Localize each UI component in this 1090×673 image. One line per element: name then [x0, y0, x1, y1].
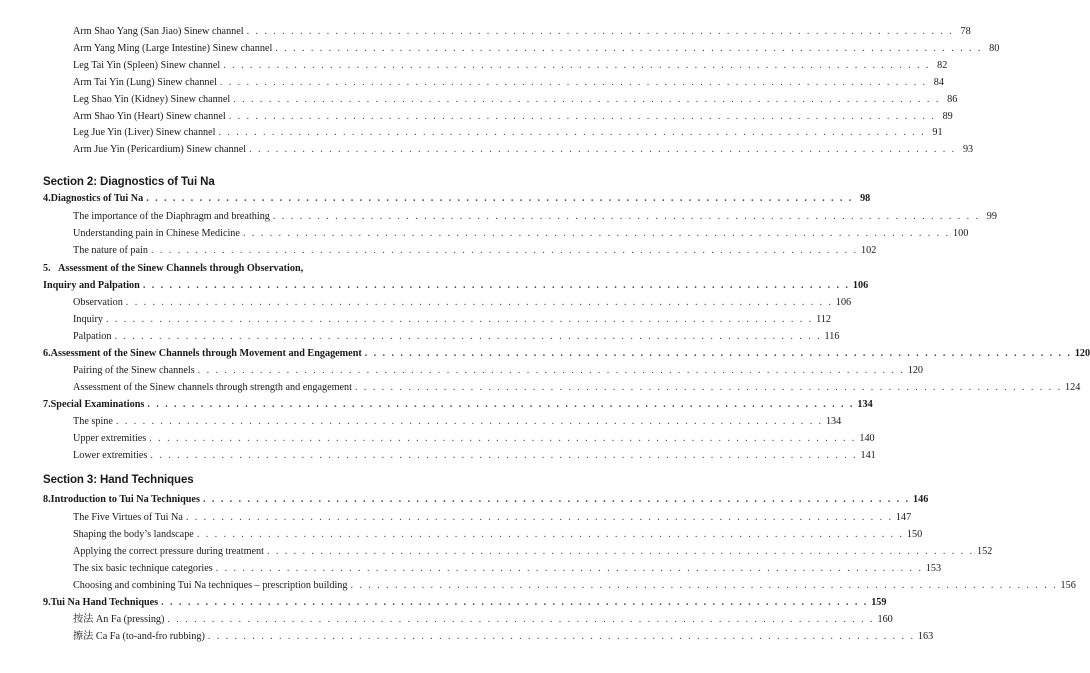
dot-leader: . . . . . . . . . . . . . . . . . . . . . . . . . . . . . . . . . . . . . . . . . . . . . . . . . . . . . . . . . . . . . . . . . . . . . . . . . . . . . . . .	[125, 297, 833, 308]
dot-leader: . . . . . . . . . . . . . . . . . . . . . . . . . . . . . . . . . . . . . . . . . . . . . . . . . . . . . . . . . . . . . . . . . . . . . . . . . . . . . . . .	[150, 245, 859, 256]
page-number: 140	[859, 433, 875, 444]
page-number: 120	[907, 365, 924, 376]
entry-title: Arm Yang Ming (Large Intestine) Sinew channel	[73, 43, 273, 54]
page-number: 82	[937, 60, 948, 71]
page-number: 134	[857, 399, 873, 410]
toc-chapter-entry[interactable]	[43, 263, 431, 275]
dot-leader: . . . . . . . . . . . . . . . . . . . . . . . . . . . . . . . . . . . . . . . . . . . . . . . . . . . . . . . . . . . . . . . . . . . . . . . . . . . . . . . .	[196, 529, 904, 540]
dot-leader: . . . . . . . . . . . . . . . . . . . . . . . . . . . . . . . . . . . . . . . . . . . . . . . . . . . . . . . . . . . . . . . . . . . . . . . . . . . . . . . .	[150, 450, 858, 461]
page-number: 86	[947, 94, 958, 105]
chapter-number: 5.	[43, 263, 51, 274]
entry-title: Arm Shao Yang (San Jiao) Sinew channel	[73, 26, 244, 37]
chapter-number: 8.	[43, 494, 51, 505]
toc-entry[interactable]	[73, 365, 924, 377]
entry-title: Leg Jue Yin (Liver) Sinew channel	[73, 127, 216, 138]
entry-title: Inquiry and Palpation	[43, 280, 140, 291]
toc-entry[interactable]	[73, 416, 842, 428]
dot-leader: . . . . . . . . . . . . . . . . . . . . . . . . . . . . . . . . . . . . . . . . . . . . . . . . . . . . . . . . . . . . . . . . . . . . . . . . . . . . . . . .	[228, 111, 936, 122]
entry-title: Leg Tai Yin (Spleen) Sinew channel	[73, 60, 221, 71]
dot-leader: . . . . . . . . . . . . . . . . . . . . . . . . . . . . . . . . . . . . . . . . . . . . . . . . . . . . . . . . . . . . . . . . . . . . . . . . . . . . . . . .	[350, 580, 1058, 591]
dot-leader: . . . . . . . . . . . . . . . . . . . . . . . . . . . . . . . . . . . . . . . . . . . . . . . . . . . . . . . . . . . . . . . . . . . . . . . . . . . . . . . .	[161, 597, 869, 608]
toc-entry[interactable]	[73, 228, 969, 240]
page-number: 112	[816, 314, 831, 325]
page-number: 134	[825, 416, 842, 427]
page-number: 141	[860, 450, 876, 461]
toc-entry[interactable]	[73, 563, 942, 575]
toc-entry[interactable]	[73, 314, 831, 326]
toc-entry[interactable]	[73, 580, 1076, 592]
toc-chapter-entry[interactable]	[43, 399, 873, 411]
dot-leader: . . . . . . . . . . . . . . . . . . . . . . . . . . . . . . . . . . . . . . . . . . . . . . . . . . . . . . . . . . . . . . . . . . . . . . . . . . . . . . . .	[197, 365, 905, 376]
entry-title: The Five Virtues of Tui Na	[73, 512, 183, 523]
toc-entry[interactable]	[73, 77, 944, 89]
page-number: 100	[953, 228, 969, 239]
toc-entry[interactable]	[73, 43, 1000, 55]
toc-entry[interactable]	[73, 382, 1081, 394]
entry-title: The nature of pain	[73, 245, 148, 256]
dot-leader: . . . . . . . . . . . . . . . . . . . . . . . . . . . . . . . . . . . . . . . . . . . . . . . . . . . . . . . . . . . . . . . . . . . . . . . . . . . . . . . .	[202, 494, 910, 505]
toc-entry[interactable]	[73, 297, 852, 309]
toc-entry[interactable]	[73, 512, 912, 524]
toc-entry[interactable]	[73, 94, 958, 106]
toc-entry[interactable]	[73, 450, 876, 462]
toc-entry[interactable]	[73, 111, 953, 123]
entry-title: Arm Tai Yin (Lung) Sinew channel	[73, 77, 217, 88]
page-number: 147	[895, 512, 912, 523]
dot-leader: . . . . . . . . . . . . . . . . . . . . . . . . . . . . . . . . . . . . . . . . . . . . . . . . . . . . . . . . . . . . . . . . . . . . . . . . . . . . . . . .	[219, 77, 927, 88]
dot-leader: . . . . . . . . . . . . . . . . . . . . . . . . . . . . . . . . . . . . . . . . . . . . . . . . . . . . . . . . . . . . . . . . . . . . . . . . . . . . . . . .	[167, 614, 875, 625]
page-number: 146	[913, 494, 929, 505]
page-number: 124	[1065, 382, 1081, 393]
dot-leader: . . . . . . . . . . . . . . . . . . . . . . . . . . . . . . . . . . . . . . . . . . . . . . . . . . . . . . . . . . . . . . . . . . . . . . . . . . . . . . . .	[146, 193, 854, 204]
dot-leader: . . . . . . . . . . . . . . . . . . . . . . . . . . . . . . . . . . . . . . . . . . . . . . . . . . . . . . . . . . . . . . . . . . . . . . . . . . . . . . . .	[207, 631, 915, 642]
toc-entry[interactable]	[73, 631, 934, 643]
page-number: 159	[871, 597, 887, 608]
toc-chapter-entry[interactable]	[43, 348, 1090, 360]
chapter-number: 6.	[43, 348, 51, 359]
entry-title: Leg Shao Yin (Kidney) Sinew channel	[73, 94, 231, 105]
toc-entry[interactable]	[73, 433, 875, 445]
page-number: 93	[962, 144, 974, 155]
toc-entry[interactable]	[73, 331, 840, 343]
entry-title: 按法 An Fa (pressing)	[73, 614, 165, 625]
dot-leader: . . . . . . . . . . . . . . . . . . . . . . . . . . . . . . . . . . . . . . . . . . . . . . . . . . . . . . . . . . . . . . . . . . . . . . . . . . . . . . . .	[246, 26, 954, 37]
dot-leader: . . . . . . . . . . . . . . . . . . . . . . . . . . . . . . . . . . . . . . . . . . . . . . . . . . . . . . . . . . . . . . . . . . . . . . . . . . . . . . . .	[242, 228, 950, 239]
dot-leader: . . . . . . . . . . . . . . . . . . . . . . . . . . . . . . . . . . . . . . . . . . . . . . . . . . . . . . . . . . . . . . . . . . . . . . . . . . . . . . . .	[115, 416, 823, 427]
dot-leader: . . . . . . . . . . . . . . . . . . . . . . . . . . . . . . . . . . . . . . . . . . . . . . . . . . . . . . . . . . . . . . . . . . . . . . . . . . . . . . . .	[218, 127, 926, 138]
entry-title: Diagnostics of Tui Na	[50, 193, 144, 204]
toc-entry[interactable]	[73, 144, 974, 156]
toc-entry[interactable]	[73, 26, 971, 38]
dot-leader: . . . . . . . . . . . . . . . . . . . . . . . . . . . . . . . . . . . . . . . . . . . . . . . . . . . . . . . . . . . . . . . . . . . . . . . . . . . . . . . .	[249, 144, 957, 155]
dot-leader: . . . . . . . . . . . . . . . . . . . . . . . . . . . . . . . . . . . . . . . . . . . . . . . . . . . . . . . . . . . . . . . . . . . . . . . . . . . . . . . .	[106, 314, 814, 325]
entry-title: 擦法 Ca Fa (to-and-fro rubbing)	[73, 631, 205, 642]
entry-title: Understanding pain in Chinese Medicine	[73, 228, 240, 239]
toc-chapter-entry[interactable]	[43, 597, 887, 609]
toc-chapter-entry[interactable]	[43, 280, 869, 292]
dot-leader: . . . . . . . . . . . . . . . . . . . . . . . . . . . . . . . . . . . . . . . . . . . . . . . . . . . . . . . . . . . . . . . . . . . . . . . . . . . . . . . .	[354, 382, 1063, 393]
entry-title: Tui Na Hand Techniques	[50, 597, 159, 608]
entry-title: Shaping the body’s landscape	[73, 529, 194, 540]
entry-title: Applying the correct pressure during treatment	[73, 546, 264, 557]
toc-entry[interactable]	[73, 60, 948, 72]
page-number: 78	[960, 26, 971, 37]
page-number: 99	[986, 211, 997, 222]
entry-title: Introduction to Tui Na Techniques	[50, 494, 200, 505]
toc-entry[interactable]	[73, 245, 877, 257]
entry-title: The spine	[73, 416, 113, 427]
entry-title: Assessment of the Sinew Channels through Movement and Engagement	[50, 348, 362, 359]
chapter-number: 9.	[43, 597, 51, 608]
entry-title: The importance of the Diaphragm and breathing	[73, 211, 270, 222]
entry-title: Choosing and combining Tui Na techniques – prescription building	[73, 580, 348, 591]
toc-entry[interactable]	[73, 546, 993, 558]
section-heading: Section 3: Hand Techniques	[43, 474, 194, 486]
dot-leader: . . . . . . . . . . . . . . . . . . . . . . . . . . . . . . . . . . . . . . . . . . . . . . . . . . . . . . . . . . . . . . . . . . . . . . . . . . . . . . . .	[223, 60, 931, 71]
entry-title: Inquiry	[73, 314, 103, 325]
dot-leader: . . . . . . . . . . . . . . . . . . . . . . . . . . . . . . . . . . . . . . . . . . . . . . . . . . . . . . . . . . . . . . . . . . . . . . . . . . . . . . . .	[272, 211, 980, 222]
dot-leader: . . . . . . . . . . . . . . . . . . . . . . . . . . . . . . . . . . . . . . . . . . . . . . . . . . . . . . . . . . . . . . . . . . . . . . . . . . . . . . . .	[149, 433, 857, 444]
page-number: 84	[933, 77, 944, 88]
entry-title: Special Examinations	[50, 399, 145, 410]
dot-leader: . . . . . . . . . . . . . . . . . . . . . . . . . . . . . . . . . . . . . . . . . . . . . . . . . . . . . . . . . . . . . . . . . . . . . . . . . . . . . . . .	[233, 94, 941, 105]
page-number: 89	[942, 111, 953, 122]
entry-title: Upper extremities	[73, 433, 147, 444]
entry-title: Assessment of the Sinew channels through strength and engagement	[73, 382, 352, 393]
dot-leader: . . . . . . . . . . . . . . . . . . . . . . . . . . . . . . . . . . . . . . . . . . . . . . . . . . . . . . . . . . . . . . . . . . . . . . . . . . . . . . . .	[114, 331, 822, 342]
page-number: 91	[932, 127, 943, 138]
entry-title: Arm Shao Yin (Heart) Sinew channel	[73, 111, 226, 122]
toc-entry[interactable]	[73, 614, 893, 626]
page-number: 102	[861, 245, 877, 256]
dot-leader: . . . . . . . . . . . . . . . . . . . . . . . . . . . . . . . . . . . . . . . . . . . . . . . . . . . . . . . . . . . . . . . . . . . . . . . . . . . . . . . .	[364, 348, 1072, 359]
page-number: 156	[1060, 580, 1076, 591]
dot-leader: . . . . . . . . . . . . . . . . . . . . . . . . . . . . . . . . . . . . . . . . . . . . . . . . . . . . . . . . . . . . . . . . . . . . . . . . . . . . . . . .	[185, 512, 893, 523]
chapter-number: 4.	[43, 193, 51, 204]
entry-title: Palpation	[73, 331, 112, 342]
page-number: 80	[989, 43, 1000, 54]
dot-leader: . . . . . . . . . . . . . . . . . . . . . . . . . . . . . . . . . . . . . . . . . . . . . . . . . . . . . . . . . . . . . . . . . . . . . . . . . . . . . . . .	[266, 546, 975, 557]
toc-entry[interactable]	[73, 127, 943, 139]
page-number: 160	[877, 614, 893, 625]
dot-leader: . . . . . . . . . . . . . . . . . . . . . . . . . . . . . . . . . . . . . . . . . . . . . . . . . . . . . . . . . . . . . . . . . . . . . . . . . . . . . . . .	[215, 563, 923, 574]
toc-chapter-entry[interactable]	[43, 494, 929, 506]
dot-leader: . . . . . . . . . . . . . . . . . . . . . . . . . . . . . . . . . . . . . . . . . . . . . . . . . . . . . . . . . . . . . . . . . . . . . . . . . . . . . . . .	[147, 399, 855, 410]
page-number: 163	[917, 631, 934, 642]
page-number: 152	[977, 546, 993, 557]
chapter-number: 7.	[43, 399, 51, 410]
page-number: 116	[824, 331, 840, 342]
toc-chapter-entry[interactable]	[43, 193, 871, 205]
toc-entry[interactable]	[73, 529, 923, 541]
page-number: 153	[925, 563, 942, 574]
page-number: 150	[906, 529, 923, 540]
page-number: 106	[852, 280, 869, 291]
page-number: 120	[1074, 348, 1090, 359]
entry-title: Lower extremities	[73, 450, 148, 461]
toc-entry[interactable]	[73, 211, 997, 223]
dot-leader: . . . . . . . . . . . . . . . . . . . . . . . . . . . . . . . . . . . . . . . . . . . . . . . . . . . . . . . . . . . . . . . . . . . . . . . . . . . . . . . .	[275, 43, 983, 54]
dot-leader: . . . . . . . . . . . . . . . . . . . . . . . . . . . . . . . . . . . . . . . . . . . . . . . . . . . . . . . . . . . . . . . . . . . . . . . . . . . . . . . .	[142, 280, 850, 291]
page-number: 98	[860, 193, 871, 204]
entry-title: Arm Jue Yin (Pericardium) Sinew channel	[73, 144, 247, 155]
entry-title: Pairing of the Sinew channels	[73, 365, 195, 376]
entry-title: Assessment of the Sinew Channels through Observation,	[58, 263, 304, 274]
entry-title: Observation	[73, 297, 123, 308]
page-number: 106	[835, 297, 852, 308]
entry-title: The six basic technique categories	[73, 563, 213, 574]
section-heading: Section 2: Diagnostics of Tui Na	[43, 176, 215, 188]
